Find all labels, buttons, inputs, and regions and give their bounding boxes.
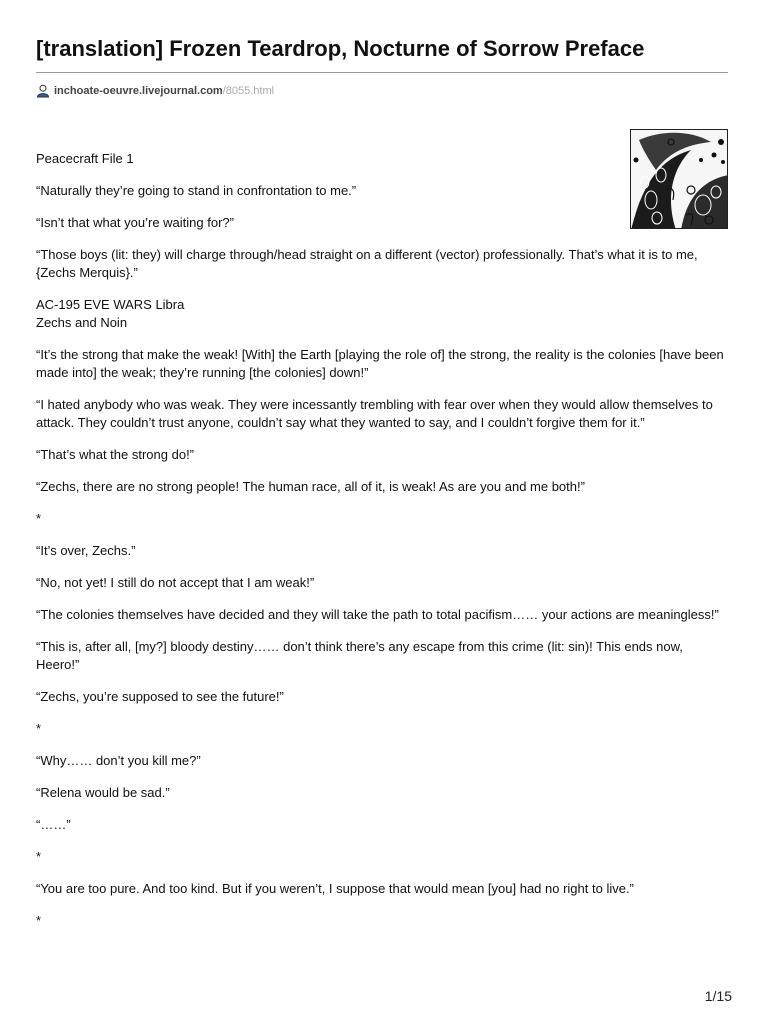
title-divider [36,72,728,73]
separator: * [36,511,42,526]
source-domain-link[interactable]: inchoate-oeuvre.livejournal.com [54,85,223,97]
paragraph: “Naturally they’re going to stand in confrontation to me.” [36,183,357,198]
paragraph: “No, not yet! I still do not accept that I am weak!” [36,575,315,590]
paragraph: “It’s over, Zechs.” [36,543,136,558]
separator: * [36,849,42,864]
paragraph: AC-195 EVE WARS Libra Zechs and Noin [36,297,185,330]
paragraph: “……” [36,817,71,832]
article-body [36,150,728,944]
paragraph: “It’s the strong that make the weak! [With] the Earth [playing the role of] the strong, the reality is the colonies [have been made into] the weak; they’re running [the colonies] down!” [36,347,724,380]
page-title: [translation] Frozen Teardrop, Nocturne of Sorrow Preface [36,36,645,61]
paragraph: “This is, after all, [my?] bloody destiny…… don’t think there’s any escape from this crime (lit: sin)! This ends now, Heero!” [36,639,683,672]
paragraph: “Those boys (lit: they) will charge through/head straight on a different (vector) professionally. That’s what it is to me, {Zechs Merquis}.” [36,247,698,280]
paragraph: “Zechs, you’re supposed to see the future!” [36,689,284,704]
source-path-link[interactable]: /8055.html [222,85,275,97]
paragraph: “Isn’t that what you’re waiting for?” [36,215,234,230]
separator: * [36,913,42,928]
page-indicator: 1/15 [704,988,732,1004]
separator: * [36,721,42,736]
paragraph: “That’s what the strong do!” [36,447,195,462]
paragraph: “The colonies themselves have decided and they will take the path to total pacifism…… your actions are meaningless!” [36,607,719,622]
paragraph: “Zechs, there are no strong people! The human race, all of it, is weak! As are you and me both!” [36,479,585,494]
paragraph: Peacecraft File 1 [36,151,134,166]
paragraph: “Why…… don’t you kill me?” [36,753,201,768]
user-icon [36,84,50,98]
paragraph: “I hated anybody who was weak. They were incessantly trembling with fear over when they would allow themselves to attack. They couldn’t trust anyone, couldn’t say what they wanted to say, and I couldn’t forgive them for it.” [36,397,713,430]
paragraph: “You are too pure. And too kind. But if you weren’t, I suppose that would mean [you] had no right to live.” [36,881,634,896]
source-line[interactable] [36,84,274,98]
paragraph: “Relena would be sad.” [36,785,170,800]
